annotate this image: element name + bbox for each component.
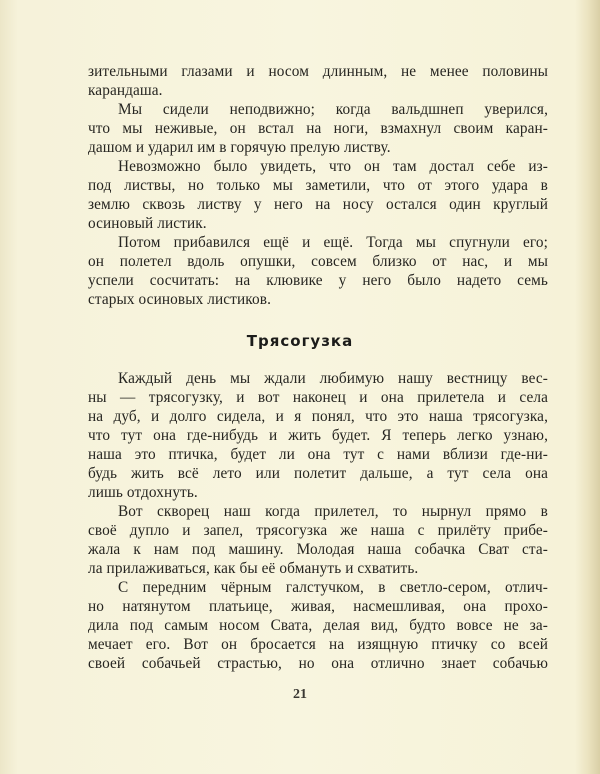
text-line: землю сквозь листву у него на носу остался один круглый xyxy=(88,196,548,213)
section-title: Трясогузка xyxy=(246,332,354,350)
text-line: что тут она где-нибудь и жить будет. Я теперь легко узнаю, xyxy=(88,427,548,444)
text-line: ны — трясогузку, и вот наконец и она прилетела и села xyxy=(88,389,548,406)
text-line: ла прилаживаться, как бы её обмануть и схватить. xyxy=(88,560,419,577)
text-line: Мы сидели неподвижно; когда вальдшнеп уверился, xyxy=(118,101,548,118)
text-line: что мы неживые, он встал на ноги, взмахнул своим каран- xyxy=(88,120,548,137)
text-line: под листвы, но только мы заметили, что от этого удара в xyxy=(88,177,548,194)
text-line: зительными глазами и носом длинным, не менее половины xyxy=(88,63,548,80)
text-line: Невозможно было увидеть, что он там достал себе из- xyxy=(118,158,548,175)
text-line: дашом и ударил им в горячую прелую листву. xyxy=(88,139,391,156)
text-line: Потом прибавился ещё и ещё. Тогда мы спугнули его; xyxy=(118,234,548,251)
text-line: наша это птичка, будет ли она тут с нами вблизи где-ни- xyxy=(88,446,548,463)
text-line: Каждый день мы ждали любимую нашу вестницу вес- xyxy=(118,370,548,387)
text-line: старых осиновых листиков. xyxy=(88,291,271,308)
text-line: но натянутом платьице, живая, насмешливая, она прохо- xyxy=(88,598,548,615)
text-line: карандаша. xyxy=(88,82,163,99)
text-line: на дуб, и долго сидела, и я понял, что это наша трясогузка, xyxy=(88,408,548,425)
text-block-before-title xyxy=(88,62,548,309)
text-line: будь жить всё лето или полетит дальше, а тут села она xyxy=(88,465,548,482)
text-line: своей собачьей страстью, но она отлично знает собачью xyxy=(88,655,548,672)
text-line: С передним чёрным галстучком, в светло-сером, отлич- xyxy=(118,579,548,596)
text-line: успели сосчитать: на клювике у него было надето семь xyxy=(88,272,548,289)
text-line: дила под самым носом Свата, делая вид, будто вовсе не за- xyxy=(88,617,548,634)
text-line: мечает его. Вот он бросается на изящную птичку со всей xyxy=(88,636,548,653)
text-line: своё дупло и запел, трясогузка же наша с прилёту прибе- xyxy=(88,522,548,539)
text-line: лишь отдохнуть. xyxy=(88,484,198,501)
text-line: Вот скворец наш когда прилетел, то нырнул прямо в xyxy=(118,503,548,520)
text-line: осиновый листик. xyxy=(88,215,207,232)
page-number: 21 xyxy=(293,687,307,702)
text-line: жала к нам под машину. Молодая наша собачка Сват ста- xyxy=(88,541,548,558)
text-line: он полетел вдоль опушки, совсем близко от нас, и мы xyxy=(88,253,548,270)
text-block-after-title xyxy=(88,369,548,673)
